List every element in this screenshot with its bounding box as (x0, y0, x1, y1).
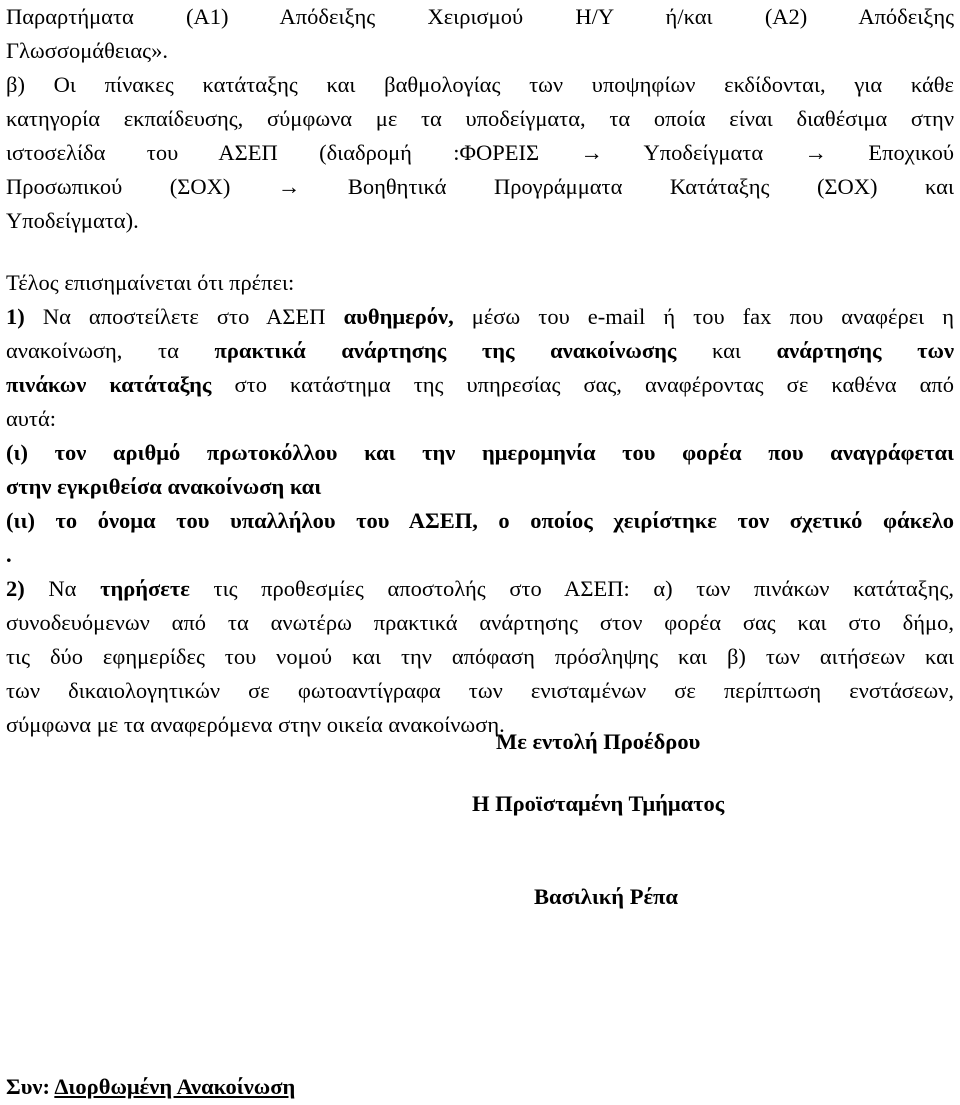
item1-l2-c: και (712, 338, 741, 363)
para2-line5: Υποδείγματα). (6, 208, 139, 233)
item2-text-a: Να (48, 576, 77, 601)
sub2-line2: . (6, 542, 12, 567)
item1-line3 (6, 368, 954, 402)
sub1-line2: στην εγκριθείσα ανακοίνωση και (6, 474, 322, 499)
para1-line2: Γλωσσομάθειας». (6, 38, 168, 63)
para3-intro: Τέλος επισημαίνεται ότι πρέπει: (6, 270, 295, 295)
item2-line3: τις δύο εφημερίδες του νομού και την απόφαση πρόσληψης και β) των αιτήσεων και (6, 644, 954, 669)
item1-l2-b: πρακτικά ανάρτησης της ανακοίνωσης (214, 338, 677, 363)
item2-line1 (6, 572, 954, 606)
item1-line2 (6, 334, 954, 368)
signature-title: Η Προϊσταμένη Τμήματος (472, 791, 725, 816)
item2-line4: των δικαιολογητικών σε φωτοαντίγραφα των ενισταμένων σε περίπτωση ενστάσεων, (6, 678, 954, 703)
sub1-line1: (ι) τον αριθμό πρωτοκόλλου και την ημερομηνία του φορέα που αναγράφεται (6, 440, 954, 465)
para2-line4: Προσωπικού (ΣΟΧ) → Βοηθητικά Προγράμματα Κατάταξης (ΣΟΧ) και (6, 174, 954, 199)
para2-line3: ιστοσελίδα του ΑΣΕΠ (διαδρομή :ΦΟΡΕΙΣ → Υποδείγματα → Εποχικού (6, 140, 954, 165)
signature-name: Βασιλική Ρέπα (534, 884, 678, 909)
item2-number: 2) (6, 576, 25, 601)
item1-number: 1) (6, 304, 25, 329)
para2-line2: κατηγορία εκπαίδευσης, σύμφωνα με τα υποδείγματα, τα οποία είναι διαθέσιμα στην (6, 106, 954, 131)
item1-text-c: μέσω του e-mail ή του fax που αναφέρει η (471, 304, 954, 329)
paragraph-gap (6, 238, 954, 266)
item1-l2-d: ανάρτησης των (776, 338, 954, 363)
item1-l3-a: πινάκων κατάταξης (6, 372, 212, 397)
item1-l2-a: ανακοίνωση, τα (6, 338, 179, 363)
sub2-line1: (ιι) το όνομα του υπαλλήλου του ΑΣΕΠ, ο οποίος χειρίστηκε τον σχετικό φάκελο (6, 508, 954, 533)
attachment-label: Συν: (6, 1074, 50, 1099)
para2-line1: β) Οι πίνακες κατάταξης και βαθμολογίας των υποψηφίων εκδίδονται, για κάθε (6, 72, 954, 97)
item1-text-a: Να αποστείλετε στο ΑΣΕΠ (42, 304, 326, 329)
attachment-note (6, 1074, 295, 1100)
item2-emphasis-observe: τηρήσετε (100, 576, 190, 601)
item2-line5: σύμφωνα με τα αναφερόμενα στην οικεία ανακοίνωση. (6, 712, 505, 737)
attachment-text: Διορθωμένη Ανακοίνωση (54, 1074, 296, 1099)
item1-line4: αυτά: (6, 406, 57, 431)
item2-text-c: τις προθεσμίες αποστολής στο ΑΣΕΠ: α) των πινάκων κατάταξης, (213, 576, 954, 601)
document-body (6, 0, 954, 742)
para1-line1: Παραρτήματα (Α1) Απόδειξης Χειρισμού Η/Υ ή/και (Α2) Απόδειξης (6, 4, 954, 29)
item1-l3-b: στο κατάστημα της υπηρεσίας σας, αναφέροντας σε καθένα από (234, 372, 954, 397)
item2-line2: συνοδευόμενων από τα ανωτέρω πρακτικά ανάρτησης στον φορέα σας και στο δήμο, (6, 610, 954, 635)
item1-line1 (6, 300, 954, 334)
item1-emphasis-same-day: αυθημερόν, (343, 304, 454, 329)
signature-instruction: Με εντολή Προέδρου (496, 729, 701, 754)
